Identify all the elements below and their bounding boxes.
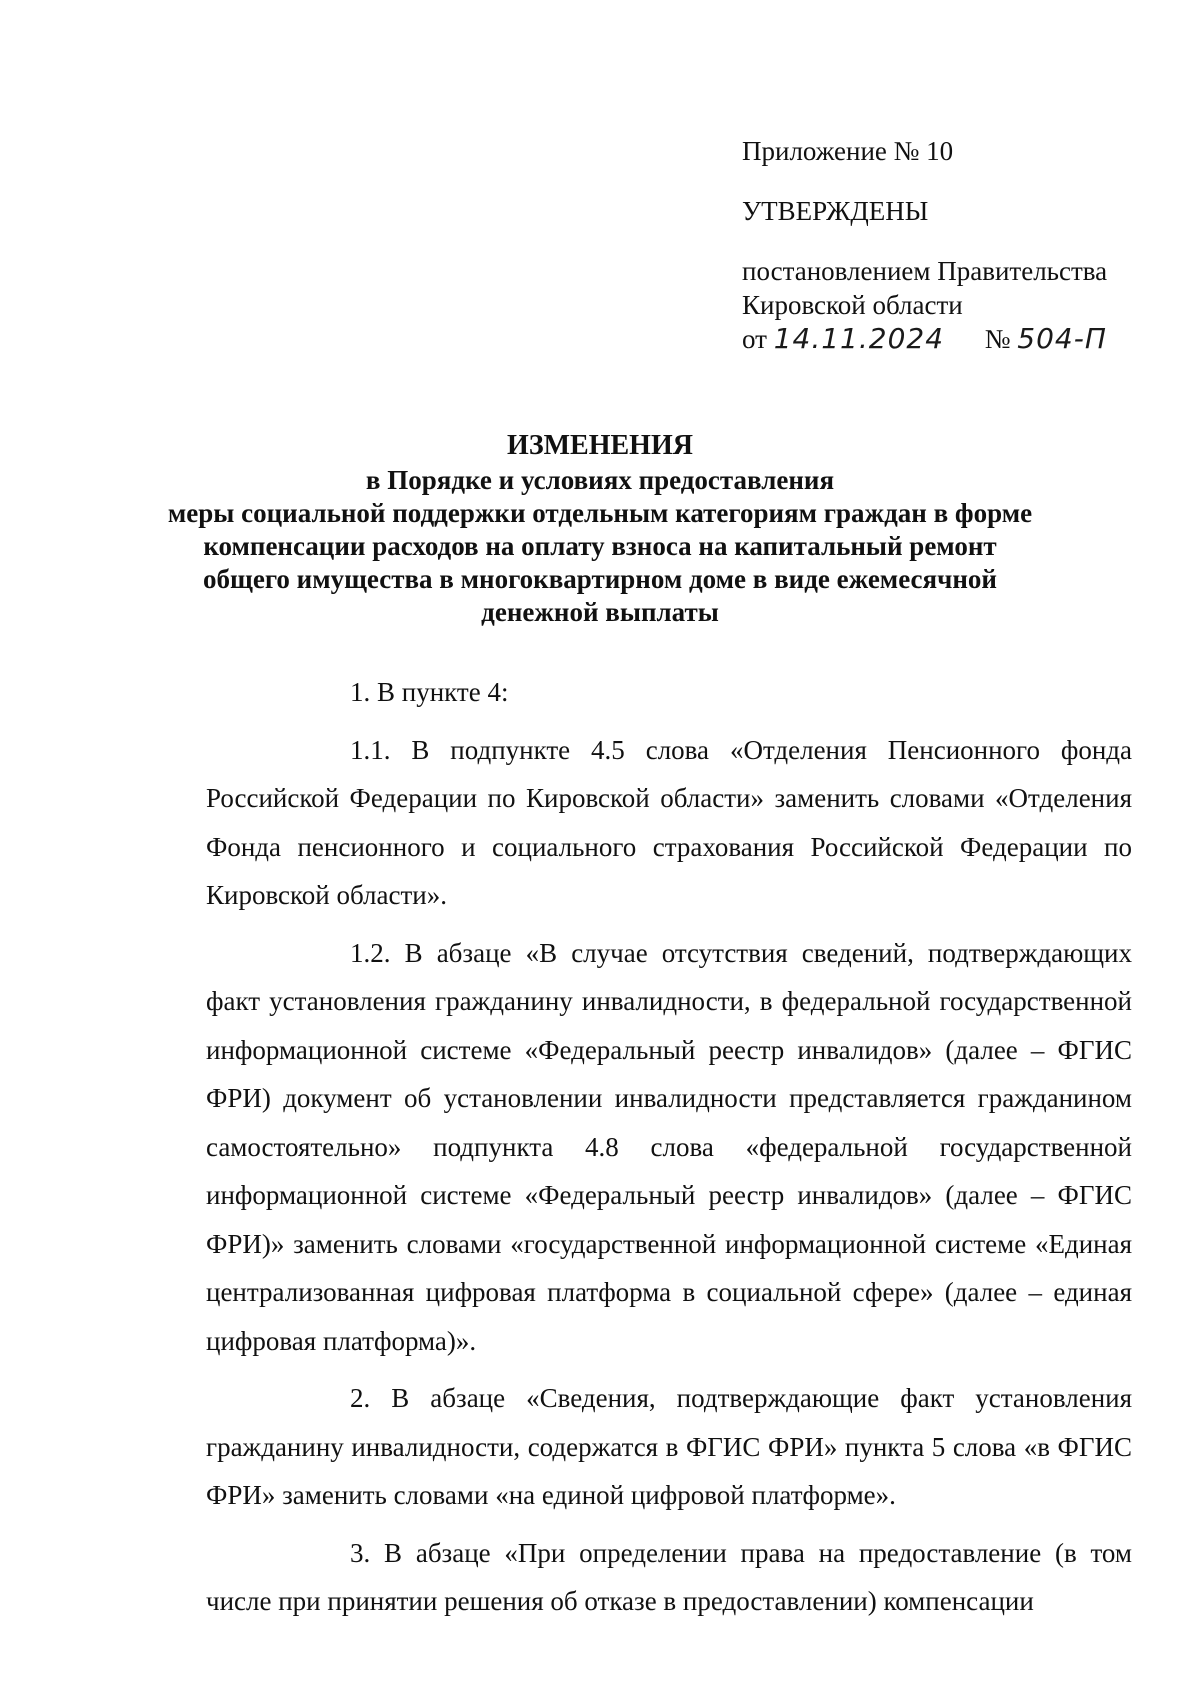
paragraph-number: 1.2. <box>350 937 391 968</box>
title-line-2: меры социальной поддержки отдельным категориям граждан в форме <box>167 498 1033 528</box>
paragraph-1-2 <box>206 929 1132 1366</box>
title-line-5: денежной выплаты <box>481 597 719 627</box>
resolution-line-2: Кировской области <box>742 290 963 320</box>
handwritten-date: 14.11.2024 <box>773 322 945 355</box>
paragraph-number: 3. <box>350 1537 371 1568</box>
title-line-1: в Порядке и условиях предоставления <box>365 465 835 495</box>
approved-label: УТВЕРЖДЕНЫ <box>742 196 929 226</box>
paragraph-text: В абзаце «При определении права на предоставление (в том числе при принятии решения об отказе в предоставлении) компенсации <box>206 1537 1133 1616</box>
paragraph-text: В пункте 4: <box>377 677 509 707</box>
paragraph-2 <box>206 1374 1132 1520</box>
title-line-4: общего имущества в многоквартирном доме в виде ежемесячной <box>203 564 997 594</box>
paragraph-number: 2. <box>350 1383 371 1413</box>
paragraph-1 <box>206 668 1132 717</box>
paragraph-number: 1. <box>350 677 371 707</box>
title-line-3: компенсации расходов на оплату взноса на капитальный ремонт <box>203 531 997 561</box>
approval-block <box>742 134 1172 356</box>
paragraph-number: 1.1. <box>350 734 391 765</box>
number-prefix: № <box>984 324 1011 354</box>
date-prefix: от <box>742 324 767 354</box>
paragraph-text: В абзаце «Сведения, подтверждающие факт установления гражданину инвалидности, содержатся в ФГИС ФРИ» пункта 5 слова «в ФГИС ФРИ» заменить словами «на единой цифровой платформе». <box>206 1383 1133 1510</box>
title-main: ИЗМЕНЕНИЯ <box>507 430 693 461</box>
document-body <box>206 668 1132 1626</box>
handwritten-number: 504-П <box>1017 322 1107 355</box>
paragraph-3 <box>206 1529 1132 1626</box>
date-number-line <box>742 322 1172 356</box>
appendix-label: Приложение № 10 <box>742 136 954 166</box>
resolution-line-1: постановлением Правительства <box>742 256 1108 286</box>
document-title <box>150 428 1050 629</box>
paragraph-1-1 <box>206 726 1132 920</box>
paragraph-text: В абзаце «В случае отсутствия сведений, подтверждающих факт установления гражданину инвалидности, в федеральной государственной информационной системе «Федеральный реестр инвалидов» (далее – ФГИС ФРИ) документ об установлении инвалидности представляется гражданином самостоятельно» подпункта 4.8 слова «федеральной государственной информационной системе «Федеральный реестр инвалидов» (далее – ФГИС ФРИ)» заменить словами «государственной информационной системе «Единая централизованная цифровая платформа в социальной сфере» (далее – единая цифровая платформа)». <box>206 937 1132 1356</box>
paragraph-text: В подпункте 4.5 слова «Отделения Пенсионного фонда Российской Федерации по Кировской области» заменить словами «Отделения Фонда пенсионного и социального страхования Российской Федерации по Кировской области». <box>206 734 1133 910</box>
